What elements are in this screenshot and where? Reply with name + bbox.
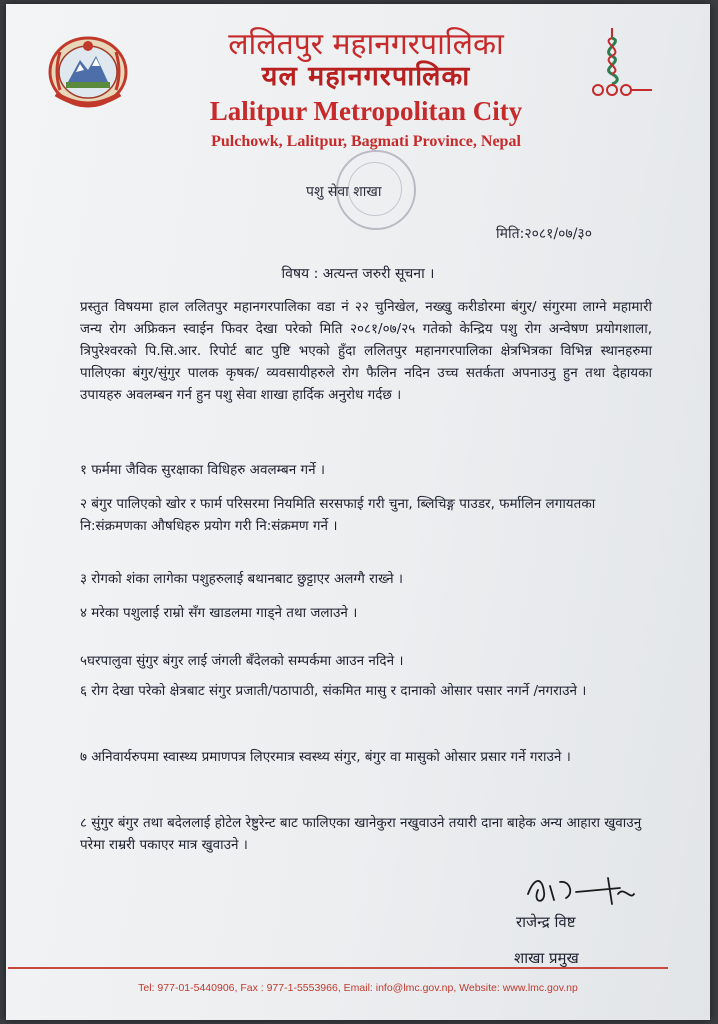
instruction-item: ८ सुंगुर बंगुर तथा बदेललाई होटेल रेष्टुरेन्ट बाट फालिएका खानेकुरा नखुवाउने तयारी दाना बाहेक अन्य आहारा खुवाउनु परेमा राम्ररी पकाएर मात्र खुवाउने । [80, 815, 642, 853]
instruction-item: १ फर्ममा जैविक सुरक्षाका विधिहरु अवलम्बन गर्ने । [80, 462, 325, 478]
instruction-item: ६ रोग देखा परेको क्षेत्रबाट संगुर प्रजाती/पठापाठी, संकमित मासु र दानाको ओसार पसार नगर्ने /नगराउने । [80, 683, 587, 699]
footer-contact: Tel: 977-01-5440906, Fax : 977-1-5553966, Email: info@lmc.gov.np, Website: www.lmc.gov.np [138, 982, 578, 994]
instruction-item: ५घरपालुवा सुंगुर बंगुर लाई जंगली बँदेलको सम्पर्कमा आउन नदिने । [80, 653, 404, 669]
letterhead-title-nepali: ललितपुर महानगरपालिका [228, 27, 504, 62]
letter-subject: विषय : अत्यन्त जरुरी सूचना । [281, 266, 435, 282]
section-name: पशु सेवा शाखा [306, 184, 382, 200]
letterhead-title-english: Lalitpur Metropolitan City [209, 96, 523, 126]
lalitpur-symbol-logo [590, 24, 654, 104]
letterhead-address: Pulchowk, Lalitpur, Bagmati Province, Nepal [211, 133, 521, 150]
signatory-name: राजेन्द्र विष्ट [516, 913, 576, 931]
signatory-designation: शाखा प्रमुख [514, 949, 579, 967]
letter-date: मिति:२०८१/०७/३० [496, 226, 592, 242]
letterhead-title-newari: यल महानगरपालिका [261, 61, 471, 92]
nepal-emblem-logo [46, 34, 130, 112]
notice-letter [6, 4, 710, 1020]
instruction-item: ३ रोगको शंका लागेका पशुहरुलाई बथानबाट छुट्टाएर अलग्गै राख्ने । [80, 571, 404, 587]
body-paragraph: प्रस्तुत विषयमा हाल ललितपुर महानगरपालिका वडा नं २२ चुनिखेल, नख्खु करीडोरमा बंगुर/ संगुरमा लाग्ने महामारी जन्य रोग अफ्रिकन स्वाईन फिवर देखा परेको मिति २०८१/०७/२५ गतेको केन्द्रिय पशु रोग अन्वेषण प्रयोगशाला, त्रिपुरेश्वरको पि.सि.आर. रिपोर्ट बाट पुष्टि भएको हुँदा ललितपुर महानगरपालिका क्षेत्रभित्रका विभिन्न स्थानहरुमा पालिएका बंगुर/सुंगुर पालक कृषक/ व्यवसायीहरुले रोग फैलिन नदिन उच्च सतर्कता अपनाउनु हुन तथा देहायका उपायहरु अवलम्बन गर्न हुन पशु सेवा शाखा हार्दिक अनुरोध गर्दछ । [80, 299, 652, 403]
instruction-item: ४ मरेका पशुलाई राम्रो सँग खाडलमा गाड्ने तथा जलाउने । [80, 605, 358, 621]
footer-divider [8, 967, 668, 969]
instruction-item: ७ अनिवार्यरुपमा स्वास्थ्य प्रमाणपत्र लिएरमात्र स्वस्थ्य संगुर, बंगुर वा मासुको ओसार प्रसार गर्ने गराउने । [80, 749, 571, 765]
instruction-item: २ बंगुर पालिएको खोर र फार्म परिसरमा नियमिति सरसफाई गरी चुना, ब्लिचिङ्ग पाउडर, फर्मालिन लगायतका नि:संक्रमणका औषधिहरु प्रयोग गरी नि:संक्रमण गर्ने । [80, 496, 596, 534]
signature [520, 864, 638, 914]
